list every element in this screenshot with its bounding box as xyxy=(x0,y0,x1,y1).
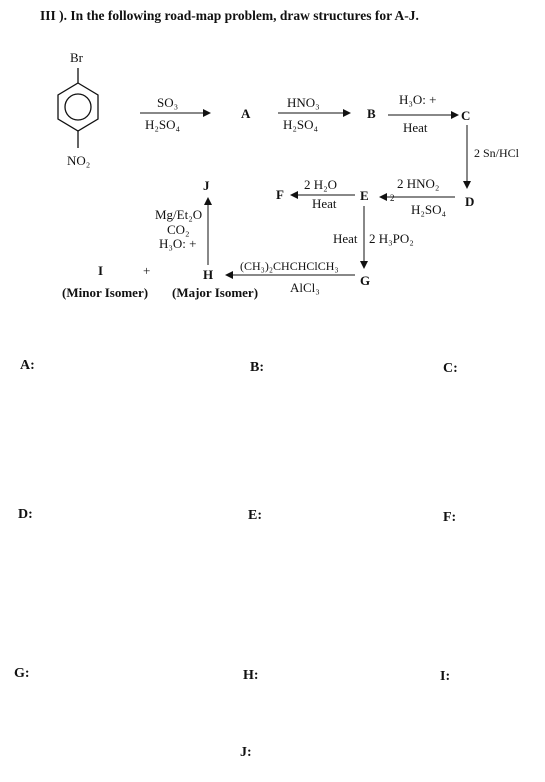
step4-reagent: 2 Sn/HCl xyxy=(474,146,520,160)
step2-reagent-above: HNO₃ xyxy=(287,95,320,110)
compound-j-label: J xyxy=(203,178,210,193)
start-bottom-substituent: NO₂ xyxy=(67,153,91,168)
step3-reagent-above: H₃O: + xyxy=(399,92,437,107)
benzene-ring-icon xyxy=(58,68,98,148)
plus-sign: + xyxy=(143,263,151,278)
step7-reagent-right: 2 H₃PO₂ xyxy=(369,231,414,246)
start-top-substituent: Br xyxy=(70,50,83,65)
step2-reagent-below: H₂SO₄ xyxy=(283,117,319,132)
answer-label-e: E: xyxy=(248,508,262,523)
step6-reagent-below: Heat xyxy=(312,196,337,211)
compound-g-label: G xyxy=(360,273,371,288)
step6-reagent-above: 2 H₂O xyxy=(304,177,338,192)
answer-label-b: B: xyxy=(250,360,264,375)
step7-reagent-left: Heat xyxy=(333,231,358,246)
minor-isomer-label: (Minor Isomer) xyxy=(62,285,149,300)
compound-a-label: A xyxy=(241,106,251,121)
answer-label-a: A: xyxy=(20,358,35,373)
compound-d-label: D xyxy=(465,194,475,209)
step1-reagent-below: H₂SO₄ xyxy=(145,117,181,132)
step5-reagent-below: H₂SO₄ xyxy=(411,202,447,217)
step5-reagent-above: 2 HNO₂ xyxy=(397,176,440,191)
step3-reagent-below: Heat xyxy=(403,120,428,135)
step8-reagent-above: (CH₃)₂CHCHClCH₃ xyxy=(240,259,339,273)
compound-f-label: F xyxy=(276,187,284,202)
answer-label-i: I: xyxy=(440,669,451,684)
answer-label-g: G: xyxy=(14,666,30,681)
answer-label-c: C: xyxy=(443,361,458,376)
step8-reagent-below: AlCl₃ xyxy=(290,280,320,295)
compound-i-label: I xyxy=(98,263,104,278)
compound-b-label: B xyxy=(367,106,376,121)
compound-h-label: H xyxy=(203,267,214,282)
answer-label-j: J: xyxy=(240,745,252,760)
answer-label-f: F: xyxy=(443,510,457,525)
step9-reagent-line3: H₃O: + xyxy=(159,236,197,251)
answer-label-h: H: xyxy=(243,668,259,683)
step1-reagent-above: SO₃ xyxy=(157,95,179,110)
step9-reagent-line2: CO₂ xyxy=(167,222,190,237)
step9-reagent-line1: Mg/Et₂O xyxy=(155,207,203,222)
compound-e-label: E xyxy=(360,188,369,203)
compound-c-label: C xyxy=(461,108,471,123)
answer-label-d: D: xyxy=(18,507,33,522)
step5-small-coefficient: 2 xyxy=(390,193,395,203)
major-isomer-label: (Major Isomer) xyxy=(172,285,259,300)
question-title: III ). In the following road-map problem, draw structures for A-J. xyxy=(40,8,419,23)
